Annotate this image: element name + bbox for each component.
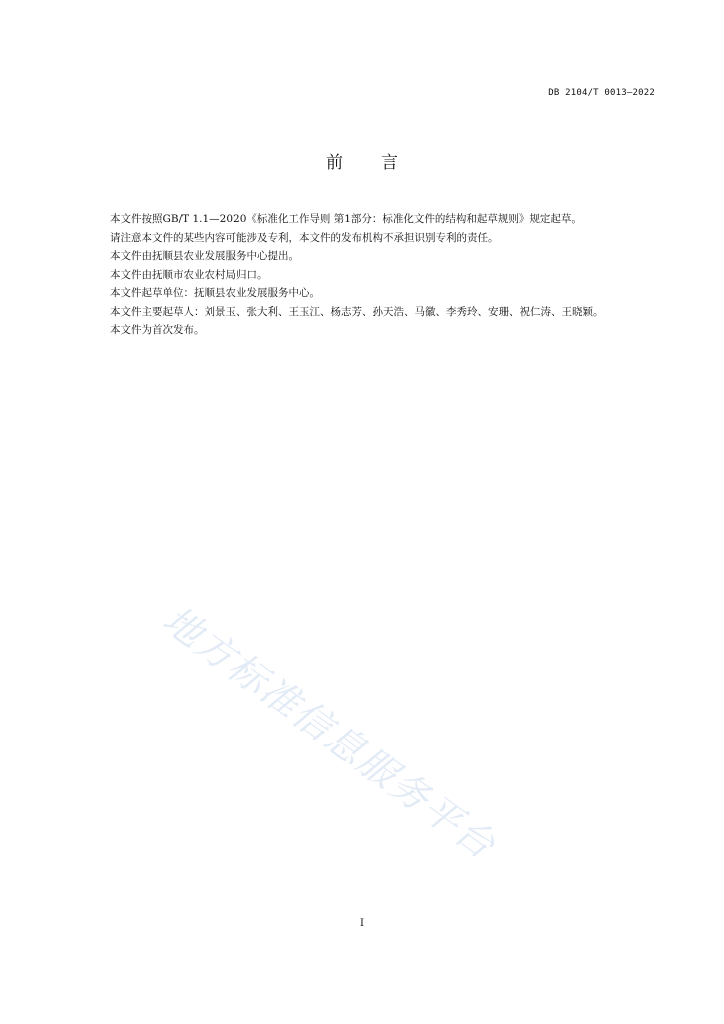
- paragraph-drafting-basis: 本文件按照GB/T 1.1—2020《标准化工作导则 第1部分：标准化文件的结构和起草规则》规定起草。: [110, 213, 582, 225]
- paragraph-first-release: 本文件为首次发布。: [110, 324, 205, 336]
- watermark: 地方标准信息服务平台: [154, 597, 505, 869]
- paragraph-centralized-by: 本文件由抚顺市农业农村局归口。: [110, 268, 268, 281]
- page-number: I: [360, 918, 364, 929]
- foreword-body: [89, 210, 659, 340]
- paragraph-patent-notice: 请注意本文件的某些内容可能涉及专利，本文件的发布机构不承担识别专利的责任。: [110, 231, 499, 244]
- paragraph-drafting-unit: 本文件起草单位：抚顺县农业发展服务中心。: [110, 287, 320, 299]
- document-code: DB 2104/T 0013—2022: [548, 88, 655, 98]
- paragraph-proposed-by: 本文件由抚顺县农业发展服务中心提出。: [110, 250, 299, 262]
- page-title-part-2: 言: [381, 153, 398, 173]
- paragraph-drafters: 本文件主要起草人：刘景玉、张大利、王玉江、杨志芳、孙天浩、马徽、李秀玲、安珊、祝仁涛、王晓颖。: [110, 305, 604, 318]
- page-title-part-1: 前: [326, 153, 343, 173]
- page-title: [0, 148, 724, 173]
